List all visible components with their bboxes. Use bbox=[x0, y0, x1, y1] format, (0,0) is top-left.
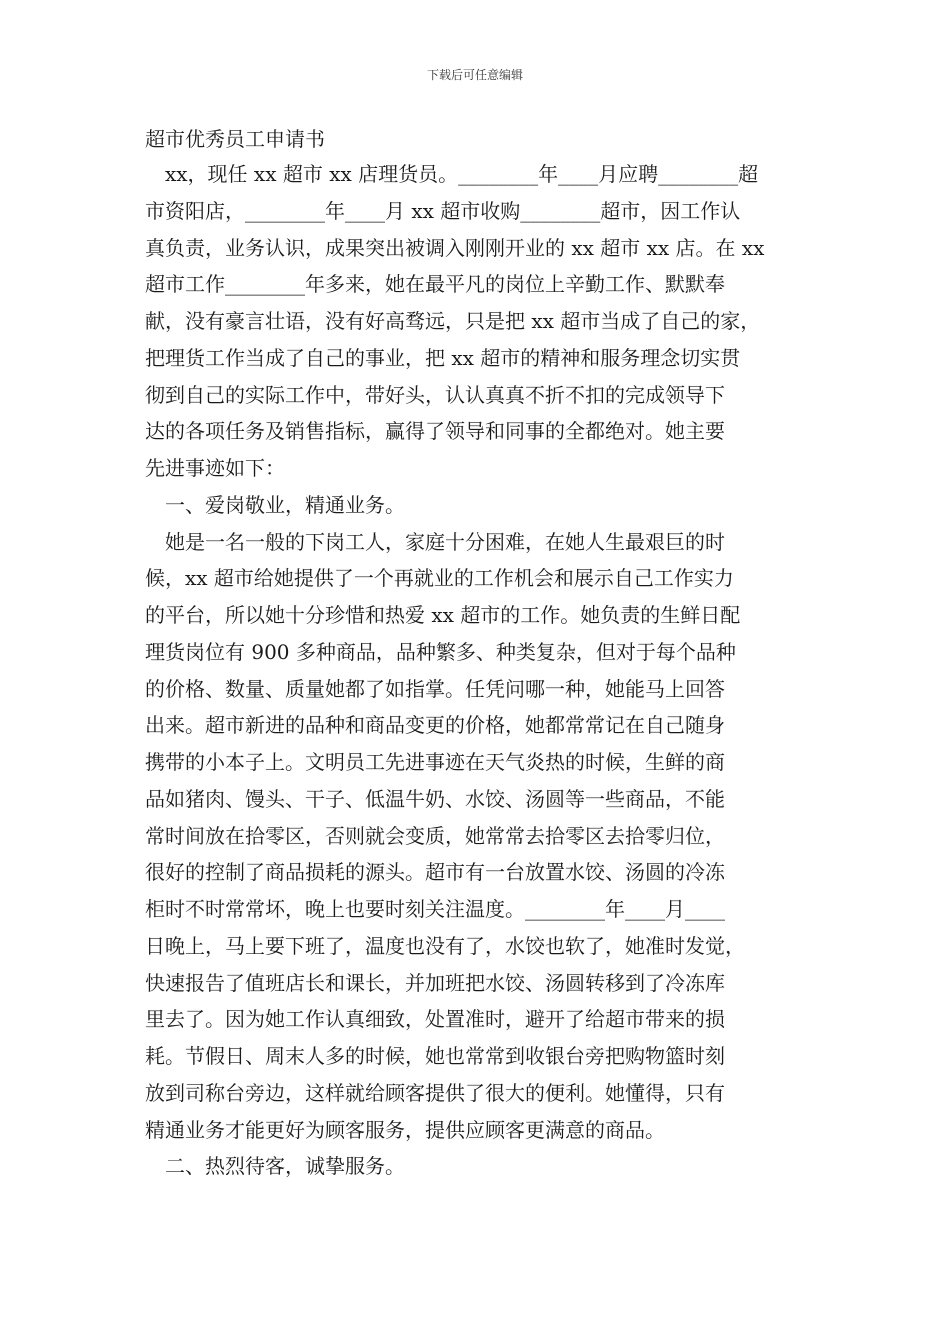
text-line: 的平台，所以她十分珍惜和热爱 xx 超市的工作。她负责的生鲜日配 bbox=[145, 603, 741, 627]
text-line: xx，现任 xx 超市 xx 店理货员。________年____月应聘________超 bbox=[165, 162, 759, 186]
text-line: 里去了。因为她工作认真细致，处置准时，避开了给超市带来的损 bbox=[145, 1007, 725, 1032]
text-line: 市资阳店，________年____月 xx 超市收购________超市，因工作认 bbox=[145, 198, 741, 223]
text-line: 她是一名一般的下岗工人，家庭十分困难，在她人生最艰巨的时 bbox=[165, 529, 725, 554]
text-line: 先进事迹如下： bbox=[145, 456, 285, 480]
text-line: 达的各项任务及销售指标，赢得了领导和同事的全都绝对。她主要 bbox=[145, 419, 725, 444]
text-line: 超市工作________年多来，她在最平凡的岗位上辛勤工作、默默奉 bbox=[145, 272, 725, 297]
text-line: 真负责，业务认识，成果突出被调入刚刚开业的 xx 超市 xx 店。在 xx bbox=[145, 235, 765, 260]
document-title: 超市优秀员工申请书 bbox=[145, 127, 325, 151]
text-line: 日晚上，马上要下班了，温度也没有了，水饺也软了，她准时发觉， bbox=[145, 933, 745, 958]
header-note: 下载后可任意编辑 bbox=[426, 68, 523, 82]
text-line: 精通业务才能更好为顾客服务，提供应顾客更满意的商品。 bbox=[145, 1117, 665, 1142]
text-line: 放到司称台旁边，这样就给顾客提供了很大的便利。她懂得，只有 bbox=[145, 1080, 725, 1105]
text-line: 候，xx 超市给她提供了一个再就业的工作机会和展示自己工作实力 bbox=[145, 566, 734, 591]
document-body bbox=[145, 156, 825, 1185]
text-line: 常时间放在拾零区，否则就会变质，她常常去拾零区去拾零归位， bbox=[145, 823, 725, 848]
text-line: 彻到自己的实际工作中，带好头，认认真真不折不扣的完成领导下 bbox=[145, 382, 725, 407]
text-line: 献，没有豪言壮语，没有好高骛远，只是把 xx 超市当成了自己的家， bbox=[145, 309, 761, 333]
text-line: 把理货工作当成了自己的事业，把 xx 超市的精神和服务理念切实贯 bbox=[145, 345, 741, 370]
text-line: 二、热烈待客，诚挚服务。 bbox=[165, 1154, 405, 1179]
text-line: 柜时不时常常坏，晚上也要时刻关注温度。________年____月____ bbox=[145, 897, 725, 921]
text-line: 品如猪肉、馒头、干子、低温牛奶、水饺、汤圆等一些商品，不能 bbox=[145, 786, 725, 811]
text-line: 耗。节假日、周末人多的时候，她也常常到收银台旁把购物篮时刻 bbox=[145, 1044, 725, 1068]
text-line: 携带的小本子上。文明员工先进事迹在天气炎热的时候，生鲜的商 bbox=[145, 750, 725, 774]
text-line: 快速报告了值班店长和课长，并加班把水饺、汤圆转移到了冷冻库 bbox=[145, 970, 725, 995]
text-line: 出来。超市新进的品种和商品变更的价格，她都常常记在自己随身 bbox=[145, 713, 725, 738]
text-line: 的价格、数量、质量她都了如指掌。任凭问哪一种，她能马上回答 bbox=[145, 676, 725, 701]
text-line: 一、爱岗敬业，精通业务。 bbox=[165, 492, 405, 517]
text-line: 很好的控制了商品损耗的源头。超市有一台放置水饺、汤圆的冷冻 bbox=[145, 860, 725, 885]
text-line: 理货岗位有 900 多种商品，品种繁多、种类复杂，但对于每个品种 bbox=[145, 639, 736, 664]
